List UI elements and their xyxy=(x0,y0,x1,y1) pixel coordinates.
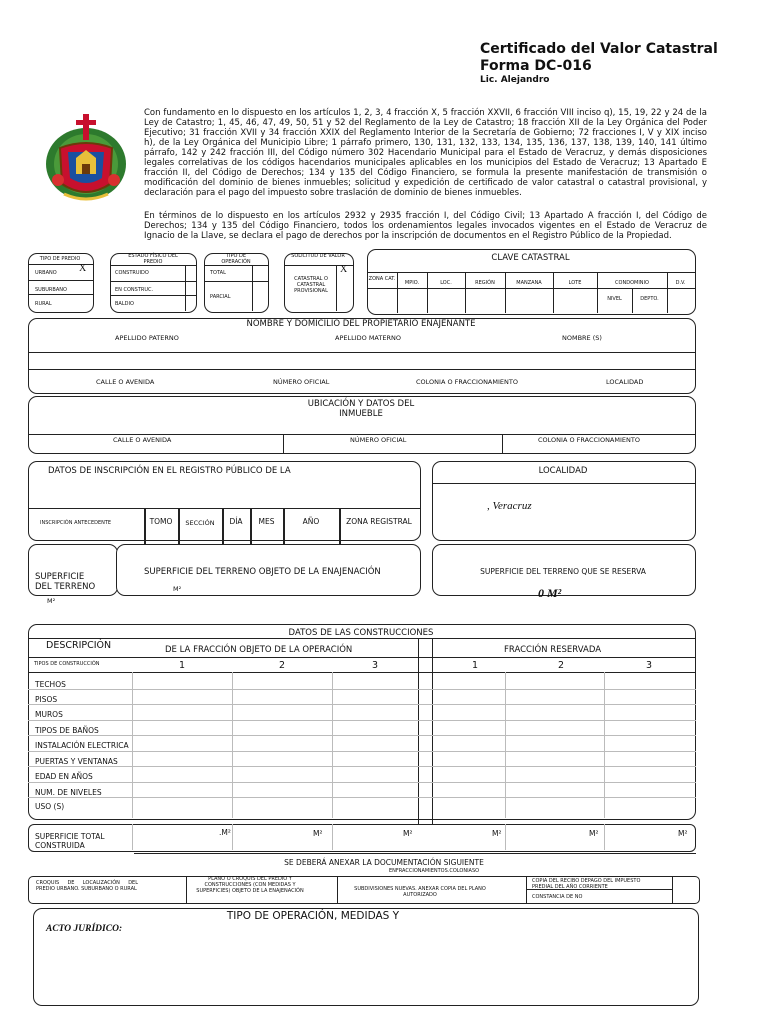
tipos-construccion-header: TIPOS DE CONSTRUCCIÓN xyxy=(34,661,100,667)
total-unit-6: M² xyxy=(678,829,688,838)
propietario-title: NOMBRE Y DOMICILIO DEL PROPIETARIO ENAJENANTE xyxy=(246,319,476,329)
superficie-reserva-value: 0 M² xyxy=(538,586,562,600)
option-en-construccion[interactable]: EN CONSTRUC. xyxy=(115,287,154,293)
fraccion-objeto-header: DE LA FRACCIÓN OBJETO DE LA OPERACIÓN xyxy=(165,645,353,655)
anexo-subdivisiones: SUBDIVISIONES NUEVAS. ANEXAR COPIA DEL PLANO AUTORIZADO xyxy=(354,886,486,898)
superficie-label-1: SUPERFICIE xyxy=(35,572,85,582)
col-num-3-reserva: 3 xyxy=(645,660,653,671)
label-zona-registral: ZONA REGISTRAL xyxy=(346,517,412,526)
total-unit-2: M² xyxy=(313,829,323,838)
superficie-reserva-label: SUPERFICIE DEL TERRENO QUE SE RESERVA xyxy=(480,567,646,576)
col-num-1-reserva: 1 xyxy=(471,660,479,671)
col-num-1-objeto: 1 xyxy=(178,660,186,671)
urbano-check-mark: X xyxy=(79,263,87,274)
option-parcial[interactable]: PARCIAL xyxy=(210,294,231,300)
total-unit-1: .M² xyxy=(219,828,231,837)
col-manzana: MANZANA xyxy=(516,280,542,286)
ubicacion-title-line2: INMUEBLE xyxy=(339,409,383,419)
row-puertas-ventanas: PUERTAS Y VENTANAS xyxy=(35,757,118,766)
option-construido[interactable]: CONSTRUIDO xyxy=(115,270,149,276)
option-total[interactable]: TOTAL xyxy=(210,270,226,276)
document-title: Certificado del Valor Catastral xyxy=(480,41,718,57)
superficie-objeto-label: SUPERFICIE DEL TERRENO OBJETO DE LA ENAJENACIÓN xyxy=(144,567,381,577)
form-number: Forma DC-016 xyxy=(480,58,592,74)
label-apellido-paterno: APELLIDO PATERNO xyxy=(115,334,179,342)
label-numero-inmueble: NÚMERO OFICIAL xyxy=(350,436,407,444)
estado-fisico-header: ESTADO FÍSICO DEL PREDIO xyxy=(128,253,178,265)
anexos-subtitle: ENFRACCIONAMIENTOS.COLONIASO xyxy=(389,868,480,874)
row-pisos: PISOS xyxy=(35,695,58,704)
label-inscripcion-antecedente: INSCRIPCIÓN ANTECEDENTE xyxy=(40,520,112,526)
clave-catastral-title: CLAVE CATASTRAL xyxy=(491,253,570,263)
row-instalacion-electrica: INSTALACIÓN ELECTRICA xyxy=(35,741,129,750)
ubicacion-title-line1: UBICACIÓN Y DATOS DEL xyxy=(307,399,415,409)
label-tomo: TOMO xyxy=(149,517,173,526)
col-region: REGIÓN xyxy=(475,280,495,286)
catastral-check-mark: X xyxy=(340,264,348,275)
option-catastral[interactable]: CATASTRAL O CATASTRAL PROVISIONAL xyxy=(294,276,328,294)
superficie-label-2: DEL TERRENO xyxy=(35,582,96,592)
operacion-box xyxy=(33,908,699,1006)
anexo-constancia: CONSTANCIA DE NO xyxy=(532,894,583,900)
label-numero-propietario: NÚMERO OFICIAL xyxy=(273,378,330,386)
tipo-operacion-header: TIPO DE OPERACIÓN xyxy=(221,253,251,265)
row-techos: TECHOS xyxy=(35,680,66,689)
label-dia: DÍA xyxy=(229,517,243,526)
superficie-total-label-2: CONSTRUIDA xyxy=(35,841,85,850)
fraccion-reservada-header: FRACCIÓN RESERVADA xyxy=(504,645,602,655)
col-depto: DEPTO. xyxy=(640,296,659,302)
option-suburbano[interactable]: SUBURBANO xyxy=(35,287,67,293)
col-loc: LOC. xyxy=(440,280,452,286)
tipo-predio-header: TIPO DE PREDIO xyxy=(39,256,81,262)
coat-of-arms-emblem xyxy=(38,108,134,204)
col-num-3-objeto: 3 xyxy=(371,660,379,671)
col-dv: D.V. xyxy=(675,280,686,286)
col-condominio: CONDOMINIO xyxy=(615,280,649,286)
label-colonia-inmueble: COLONIA O FRACCIONAMIENTO xyxy=(538,436,640,444)
legal-paragraph-1: Con fundamento en lo dispuesto en los artículos 1, 2, 3, 4 fracción X, 5 fracción XXVII, 6 fracción VIII inciso q), 15, 19, 22 y 24 de la Ley de Catastro; 1, 45, 46, 47, 49, 50, 51 y 52 del Reglamento de la Ley de Catastro; 18 fracción XII de la Ley Orgánica del Poder Ejecutivo; 31 fracción XVII y 34 fracción XXIX del Reglamento Interior de la Secretaría de Gobierno; 72 fracciones I, V y XIX inciso h), de la Ley Orgánica del Municipio Libre; 1 párrafo primero, 130, 131, 132, 133, 134, 135, 136, 137, 138, 139, 140, 141 último párrafo, 142 y 242 fracción III, del Código número 302 Hacendario Municipal para el Estado de Veracruz, y demás disposiciones legales correlativas de los códigos hacendarios municipales aplicables en los municipios del Estado de Veracruz; 13 Apartado E fracción II, del Código de Derechos; 134 y 135 del Código Financiero, se formula la presente manifestación de transmisión o modificación del dominio de bienes inmuebles; solicitud y expedición de certificado de valor catastral o catastral provisional, y declaración para el pago del impuesto sobre traslación de dominio de bienes inmuebles. xyxy=(144,108,707,198)
acto-juridico-label: ACTO JURÍDICO: xyxy=(46,924,123,934)
col-lote: LOTE xyxy=(568,280,582,286)
localidad-title: LOCALIDAD xyxy=(538,466,588,476)
col-num-2-reserva: 2 xyxy=(557,660,565,671)
row-tipos-banos: TIPOS DE BAÑOS xyxy=(35,726,99,735)
label-nombre: NOMBRE (S) xyxy=(562,334,602,342)
option-urbano[interactable]: URBANO xyxy=(35,270,57,276)
operacion-title: TIPO DE OPERACIÓN, MEDIDAS Y xyxy=(226,910,400,922)
anexo-recibo-predial: COPIA DEL RECIBO DEPAGO DEL IMPUESTO PREDIAL DEL AÑO CORRIENTE xyxy=(532,878,641,890)
total-unit-4: M² xyxy=(492,829,502,838)
localidad-value: , Veracruz xyxy=(487,500,532,512)
row-muros: MUROS xyxy=(35,710,63,719)
label-colonia-propietario: COLONIA O FRACCIONAMIENTO xyxy=(416,378,518,386)
label-apellido-materno: APELLIDO MATERNO xyxy=(335,334,401,342)
total-unit-3: M² xyxy=(403,829,413,838)
label-seccion: SECCIÓN xyxy=(185,519,215,527)
construcciones-title: DATOS DE LAS CONSTRUCCIONES xyxy=(288,628,434,638)
col-nivel: NIVEL xyxy=(607,296,622,302)
total-unit-5: M² xyxy=(589,829,599,838)
legal-paragraph-2: En términos de lo dispuesto en los artículos 2932 y 2935 fracción I, del Código Civil; 13 Apartado A fracción I, del Código de Derechos; 134 y 135 del Código Financiero, todos los ordenamientos legales invocados vigentes en el Estado de Veracruz de Ignacio de la Llave, se declara el pago de derechos por la inscripción de documentos en el Registro Público de la Propiedad. xyxy=(144,211,707,241)
solicitud-valor-header: SOLICITUD DE VALOR xyxy=(291,253,345,259)
superficie-terreno-unit: M² xyxy=(47,597,56,605)
anexo-plano: PLANO O CROQUIS DEL PREDIO Y CONSTRUCCIONES (CON MEDIDAS Y SUPERFICIES) OBJETO DE LA ENAJENACIÓN xyxy=(196,876,304,894)
col-zona-cat: ZONA CAT. xyxy=(368,276,396,282)
label-localidad-propietario: LOCALIDAD xyxy=(606,378,644,386)
superficie-total-label-1: SUPERFICIE TOTAL xyxy=(35,832,105,841)
label-calle-inmueble: CALLE O AVENIDA xyxy=(113,436,172,444)
row-num-niveles: NUM. DE NIVELES xyxy=(35,788,102,797)
label-mes: MES xyxy=(258,517,275,526)
signer-name: Lic. Alejandro xyxy=(480,75,550,85)
row-uso: USO (S) xyxy=(35,802,65,811)
anexo-croquis: CROQUIS DE LOCALIZACIÓN DEL PREDIO URBANO. SUBURBANO O RURAL xyxy=(36,880,138,892)
option-baldio[interactable]: BALDIO xyxy=(115,301,134,307)
row-edad: EDAD EN AÑOS xyxy=(35,772,93,781)
superficie-objeto-unit: M² xyxy=(173,585,182,593)
registro-title: DATOS DE INSCRIPCIÓN EN EL REGISTRO PÚBLICO DE LA xyxy=(48,466,291,476)
label-anio: AÑO xyxy=(302,517,320,526)
col-mpio: MPIO. xyxy=(404,280,420,286)
anexos-title: SE DEBERÁ ANEXAR LA DOCUMENTACIÓN SIGUIENTE xyxy=(284,858,484,867)
col-num-2-objeto: 2 xyxy=(278,660,286,671)
label-calle-propietario: CALLE O AVENIDA xyxy=(96,378,155,386)
option-rural[interactable]: RURAL xyxy=(35,301,52,307)
descripcion-header: DESCRIPCIÓN xyxy=(46,640,112,651)
